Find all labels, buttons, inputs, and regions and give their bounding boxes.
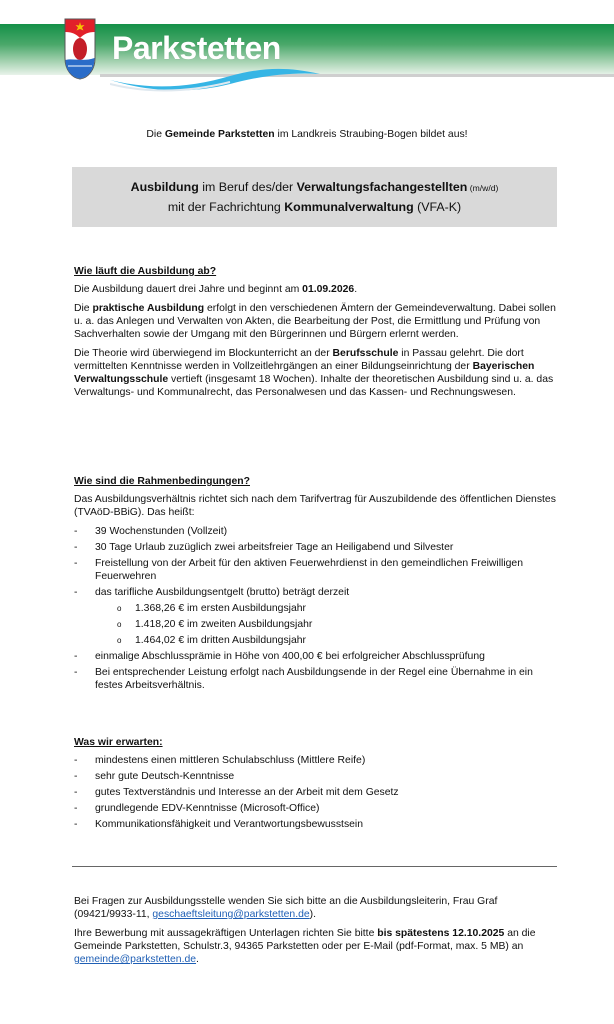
header-banner bbox=[0, 0, 614, 100]
deadline: bis spätestens 12.10.2025 bbox=[377, 928, 505, 939]
section-heading: Was wir erwarten: bbox=[74, 737, 163, 748]
dash-bullet: - bbox=[74, 755, 78, 766]
paragraph-application bbox=[74, 927, 560, 966]
paragraph-theory bbox=[74, 347, 560, 399]
email-link-geschaeftsleitung[interactable]: geschaeftsleitung@parkstetten.de bbox=[152, 909, 310, 920]
list-item bbox=[74, 818, 560, 831]
section-heading: Wie sind die Rahmenbedingungen? bbox=[74, 476, 250, 487]
pay-item-text: 1.464,02 € im dritten Ausbildungsjahr bbox=[135, 635, 306, 646]
list-item-text: gutes Textverständnis und Interesse an der Arbeit mit dem Gesetz bbox=[95, 787, 399, 798]
section-expectations bbox=[74, 736, 560, 834]
text: Die Theorie wird überwiegend im Blockunterricht an der bbox=[74, 348, 333, 359]
list-item bbox=[74, 525, 560, 538]
title-bold: Ausbildung bbox=[130, 180, 199, 194]
dash-bullet: - bbox=[74, 587, 78, 598]
section-training-process bbox=[74, 265, 560, 405]
intro-text-end: im Landkreis Straubing-Bogen bildet aus! bbox=[274, 129, 468, 140]
bold-text: Bayerischen Verwaltungsschule bbox=[74, 361, 535, 385]
paragraph-contract: Das Ausbildungsverhältnis richtet sich nach dem Tarifvertrag für Auszubildende des öffentlichen Dienstes (TVAöD-BBiG). Das heißt: bbox=[74, 494, 556, 518]
list-item bbox=[74, 786, 560, 799]
coat-of-arms-icon bbox=[64, 18, 96, 80]
text: an die Gemeinde Parkstetten, Schulstr.3, 94365 Parkstetten oder per E-Mail (pdf-Format, max. 5 MB) an bbox=[74, 928, 536, 952]
text: Bei Fragen zur Ausbildungsstelle wenden Sie sich bitte an die Ausbildungsleiterin, Frau Graf (09421/9933-11, bbox=[74, 896, 498, 920]
list-item bbox=[74, 557, 560, 583]
brand-name: Parkstetten bbox=[112, 30, 281, 66]
river-wave-icon bbox=[110, 62, 330, 92]
list-item bbox=[74, 754, 560, 767]
pay-list bbox=[95, 602, 560, 647]
start-date: 01.09.2026 bbox=[302, 284, 355, 295]
paragraph-questions bbox=[74, 895, 560, 921]
dash-bullet: - bbox=[74, 771, 78, 782]
list-item-text: sehr gute Deutsch-Kenntnisse bbox=[95, 771, 235, 782]
title-abbrev: (VFA-K) bbox=[413, 200, 462, 214]
pay-item bbox=[95, 618, 560, 631]
list-item-text: Bei entsprechender Leistung erfolgt nach Ausbildungsende in der Regel eine Übernahme in ein festes Arbeitsverhältnis. bbox=[95, 667, 533, 691]
list-item-text: mindestens einen mittleren Schulabschluss (Mittlere Reife) bbox=[95, 755, 366, 766]
list-item-text: einmalige Abschlussprämie in Höhe von 400,00 € bei erfolgreicher Abschlussprüfung bbox=[95, 651, 485, 662]
title-profession: Verwaltungsfachangestellten bbox=[296, 180, 468, 194]
text: Die bbox=[74, 303, 93, 314]
list-item bbox=[74, 666, 560, 692]
pay-item bbox=[95, 634, 560, 647]
list-item bbox=[74, 802, 560, 815]
list-item-text: Kommunikationsfähigkeit und Verantwortungsbewusstsein bbox=[95, 819, 363, 830]
text: ). bbox=[309, 909, 317, 920]
text: vertieft (insgesamt 18 Wochen). Inhalte der theoretischen Ausbildung sind u. a. das Verwaltungs- und Kommunalrecht, das Personalwesen und das Kassen- und Rechnungswesen. bbox=[74, 374, 554, 398]
dash-bullet: - bbox=[74, 787, 78, 798]
list-item-text: 39 Wochenstunden (Vollzeit) bbox=[95, 526, 228, 537]
list-item bbox=[74, 770, 560, 783]
bold-text: praktische Ausbildung bbox=[92, 303, 205, 314]
dash-bullet: - bbox=[74, 558, 78, 569]
conditions-list bbox=[74, 525, 560, 692]
horizontal-divider bbox=[72, 866, 557, 867]
intro-text: Die bbox=[146, 129, 165, 140]
section-conditions bbox=[74, 475, 560, 695]
section-heading: Wie läuft die Ausbildung ab? bbox=[74, 266, 217, 277]
dash-bullet: - bbox=[74, 542, 78, 553]
dash-bullet: - bbox=[74, 651, 78, 662]
pay-item bbox=[95, 602, 560, 615]
list-item-text: grundlegende EDV-Kenntnisse (Microsoft-Office) bbox=[95, 803, 320, 814]
text: . bbox=[354, 284, 358, 295]
job-title-line-2 bbox=[72, 198, 557, 217]
title-text: im Beruf des/der bbox=[198, 180, 297, 194]
job-title-box bbox=[72, 167, 557, 227]
pay-item-text: 1.368,26 € im ersten Ausbildungsjahr bbox=[135, 603, 306, 614]
job-title-line-1 bbox=[72, 178, 557, 198]
text: erfolgt in den verschiedenen Ämtern der Gemeindeverwaltung. Dabei sollen u. a. das Anlegen und Verwalten von Akten, die Bearbeitung der Post, die Ermittlung und Prüfung von Sachverhalten sowie der Umgang mit den Bürgerinnen und Bürgern erlernt werden. bbox=[74, 303, 556, 340]
list-item bbox=[74, 650, 560, 663]
list-item-text: das tarifliche Ausbildungsentgelt (brutto) beträgt derzeit bbox=[95, 587, 350, 598]
text: in Passau gelehrt. Die dort vermittelten Kenntnisse werden in Vollzeitlehrgängen an einer Bildungseinrichtung der bbox=[74, 348, 524, 372]
expectations-list bbox=[74, 754, 560, 831]
pay-item-text: 1.418,20 € im zweiten Ausbildungsjahr bbox=[135, 619, 313, 630]
text: . bbox=[196, 954, 199, 965]
circle-bullet: o bbox=[117, 604, 122, 613]
list-item bbox=[74, 541, 560, 554]
list-item bbox=[74, 586, 560, 647]
bold-text: Berufsschule bbox=[332, 348, 399, 359]
intro-municipality: Gemeinde Parkstetten bbox=[164, 129, 275, 140]
section-contact bbox=[74, 895, 560, 972]
text: Die Ausbildung dauert drei Jahre und beginnt am bbox=[74, 284, 303, 295]
dash-bullet: - bbox=[74, 819, 78, 830]
paragraph-practical bbox=[74, 302, 560, 341]
title-specialization: Kommunalverwaltung bbox=[284, 200, 414, 214]
list-item-text: Freistellung von der Arbeit für den aktiven Feuerwehrdienst in den gemeindlichen Freiwilligen Feuerwehren bbox=[95, 558, 523, 582]
intro-line bbox=[0, 128, 614, 141]
text: Ihre Bewerbung mit aussagekräftigen Unterlagen richten Sie bitte bbox=[74, 928, 378, 939]
list-item-text: 30 Tage Urlaub zuzüglich zwei arbeitsfreier Tage an Heiligabend und Silvester bbox=[95, 542, 454, 553]
circle-bullet: o bbox=[117, 620, 122, 629]
title-gender-note: (m/w/d) bbox=[467, 183, 499, 193]
email-link-gemeinde[interactable]: gemeinde@parkstetten.de bbox=[74, 954, 197, 965]
paragraph-duration bbox=[74, 283, 560, 296]
dash-bullet: - bbox=[74, 667, 78, 678]
dash-bullet: - bbox=[74, 526, 78, 537]
dash-bullet: - bbox=[74, 803, 78, 814]
title-text: mit der Fachrichtung bbox=[167, 200, 285, 214]
circle-bullet: o bbox=[117, 636, 122, 645]
